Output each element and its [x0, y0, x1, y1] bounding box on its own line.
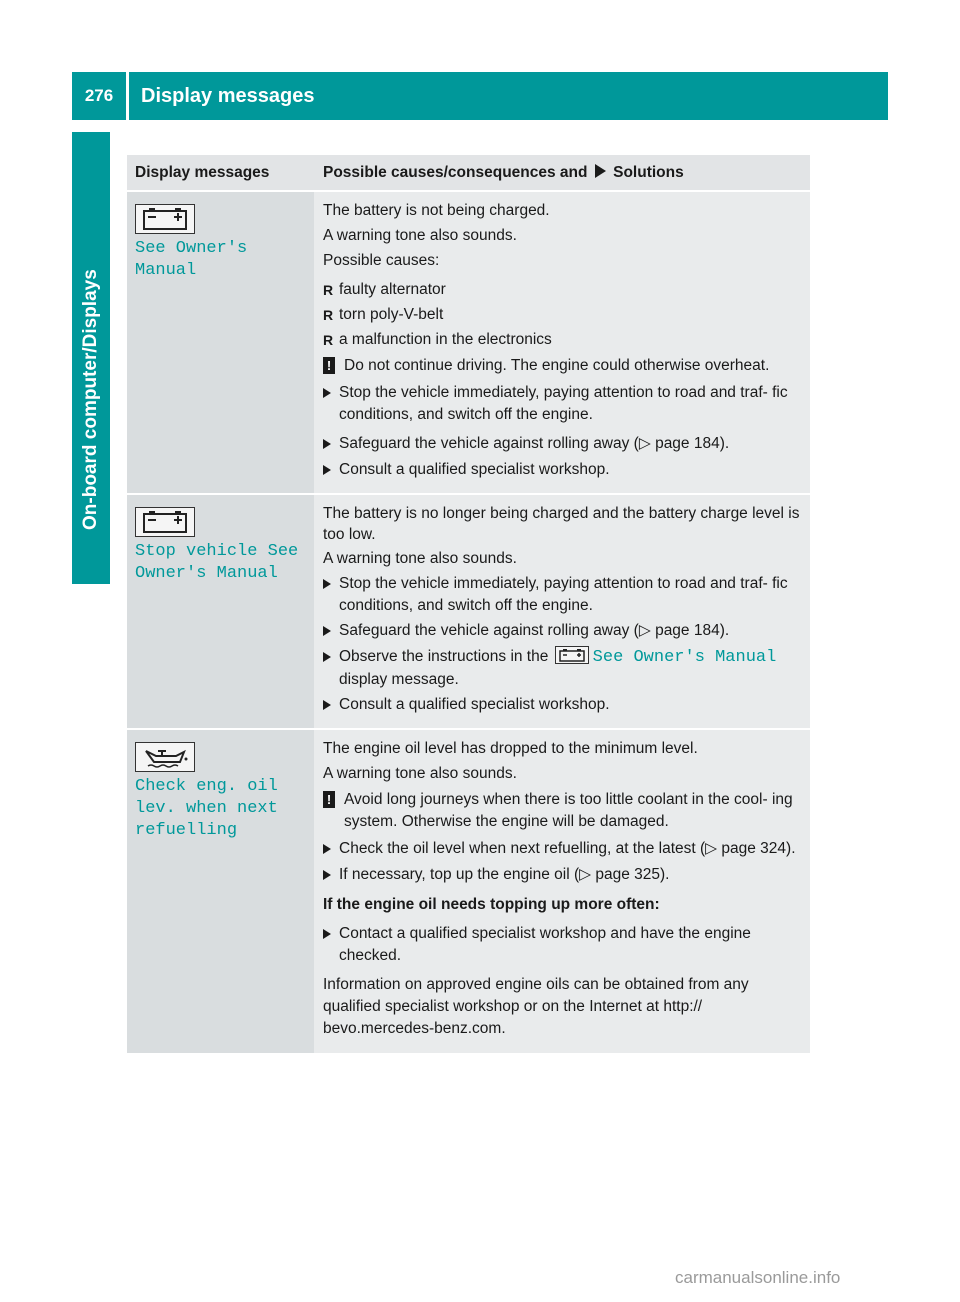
cause-text: A warning tone also sounds. — [323, 550, 517, 567]
step-arrow-icon — [323, 388, 331, 398]
solution-step — [323, 382, 804, 426]
warning-note — [323, 789, 804, 833]
solution-step — [323, 838, 804, 861]
list-item-text: torn poly-V-belt — [339, 306, 444, 323]
warning-text: Avoid long journeys when there is too little coolant in the cool- ing system. Otherwise the engine will be damaged. — [344, 791, 793, 830]
page-number: 276 — [84, 86, 114, 105]
table-row — [127, 729, 810, 1053]
table-row — [127, 494, 810, 729]
step-text: Stop the vehicle immediately, paying attention to road and traf- fic conditions, and switch off the engine. — [339, 575, 788, 614]
step-text: Consult a qualified specialist workshop. — [339, 696, 610, 713]
step-text: Consult a qualified specialist workshop. — [339, 461, 610, 478]
cause-text: A warning tone also sounds. — [323, 227, 517, 244]
cause-text: A warning tone also sounds. — [323, 765, 517, 782]
col-header-solutions-text: Solutions — [613, 164, 684, 181]
step-text: Safeguard the vehicle against rolling away (▷ page 184). — [339, 435, 730, 452]
table-header-row — [127, 155, 810, 191]
step-arrow-icon — [323, 844, 331, 854]
bullet-icon: R — [323, 282, 334, 298]
side-tab-label: On-board computer/Displays — [80, 269, 101, 530]
solution-arrow-icon — [595, 164, 606, 178]
watermark: carmanualsonline.info — [675, 1268, 841, 1287]
solution-step — [323, 864, 804, 887]
step-arrow-icon — [323, 626, 331, 636]
list-item — [323, 329, 804, 351]
step-arrow-icon — [323, 870, 331, 880]
solution-step — [323, 620, 804, 643]
solutions-cell — [314, 494, 810, 729]
solutions-cell — [314, 729, 810, 1053]
display-cell — [127, 494, 314, 729]
header-divider — [126, 72, 129, 120]
table-row — [127, 191, 810, 494]
solutions-cell — [314, 191, 810, 494]
page-header — [72, 72, 888, 120]
bullet-icon: R — [323, 307, 334, 323]
step-text: Contact a qualified specialist workshop and have the engine checked. — [339, 925, 751, 964]
battery-icon — [555, 646, 589, 664]
col-header-display-messages: Display messages — [127, 155, 314, 191]
step-arrow-icon — [323, 652, 331, 662]
warning-icon: ! — [323, 791, 335, 808]
display-message-text: Check eng. oil lev. when next refuelling — [135, 777, 278, 840]
step-arrow-icon — [323, 700, 331, 710]
list-item-text: a malfunction in the electronics — [339, 331, 552, 348]
step-arrow-icon — [323, 579, 331, 589]
info-text: Information on approved engine oils can be obtained from any qualified specialist workshop or on the Internet at http:// bevo.mercedes-benz.com. — [323, 976, 749, 1037]
list-item-text: faulty alternator — [339, 281, 446, 298]
step-text-part: Observe the instructions in the — [339, 648, 549, 665]
solution-step — [323, 459, 804, 482]
display-cell — [127, 191, 314, 494]
subheading: If the engine oil needs topping up more often: — [323, 896, 660, 913]
solution-step — [323, 646, 804, 691]
step-text: Safeguard the vehicle against rolling away (▷ page 184). — [339, 622, 730, 639]
solution-step — [323, 694, 804, 717]
battery-icon — [135, 507, 195, 537]
battery-icon — [135, 204, 195, 234]
display-message-text: Stop vehicle See Owner's Manual — [135, 542, 299, 583]
step-text-part: display message. — [339, 671, 459, 688]
col-header-causes-solutions — [314, 155, 810, 191]
list-item — [323, 304, 804, 326]
warning-note — [323, 355, 804, 377]
cause-text: The battery is not being charged. — [323, 202, 550, 219]
cause-text: The battery is no longer being charged and the battery charge level is too low. — [323, 505, 800, 543]
display-message-text: See Owner's Manual — [135, 239, 248, 280]
solution-step — [323, 923, 804, 967]
solution-step — [323, 573, 804, 617]
display-message-ref: See Owner's Manual — [592, 648, 777, 667]
step-arrow-icon — [323, 439, 331, 449]
warning-text: Do not continue driving. The engine could otherwise overheat. — [344, 357, 770, 374]
step-text: Stop the vehicle immediately, paying attention to road and traf- fic conditions, and switch off the engine. — [339, 384, 788, 423]
list-item — [323, 279, 804, 301]
section-title: Display messages — [141, 85, 315, 107]
step-arrow-icon — [323, 929, 331, 939]
step-text: If necessary, top up the engine oil (▷ page 325). — [339, 866, 670, 883]
cause-text: The engine oil level has dropped to the minimum level. — [323, 740, 698, 757]
step-arrow-icon — [323, 465, 331, 475]
display-cell — [127, 729, 314, 1053]
oil-can-icon — [135, 742, 195, 772]
warning-icon: ! — [323, 357, 335, 374]
col-header-causes-text: Possible causes/consequences and — [323, 164, 588, 181]
step-text — [339, 646, 776, 691]
cause-text: Possible causes: — [323, 252, 440, 269]
bullet-icon: R — [323, 332, 334, 348]
solution-step — [323, 433, 804, 456]
step-text: Check the oil level when next refuelling, at the latest (▷ page 324). — [339, 840, 796, 857]
display-messages-table — [127, 155, 810, 1053]
